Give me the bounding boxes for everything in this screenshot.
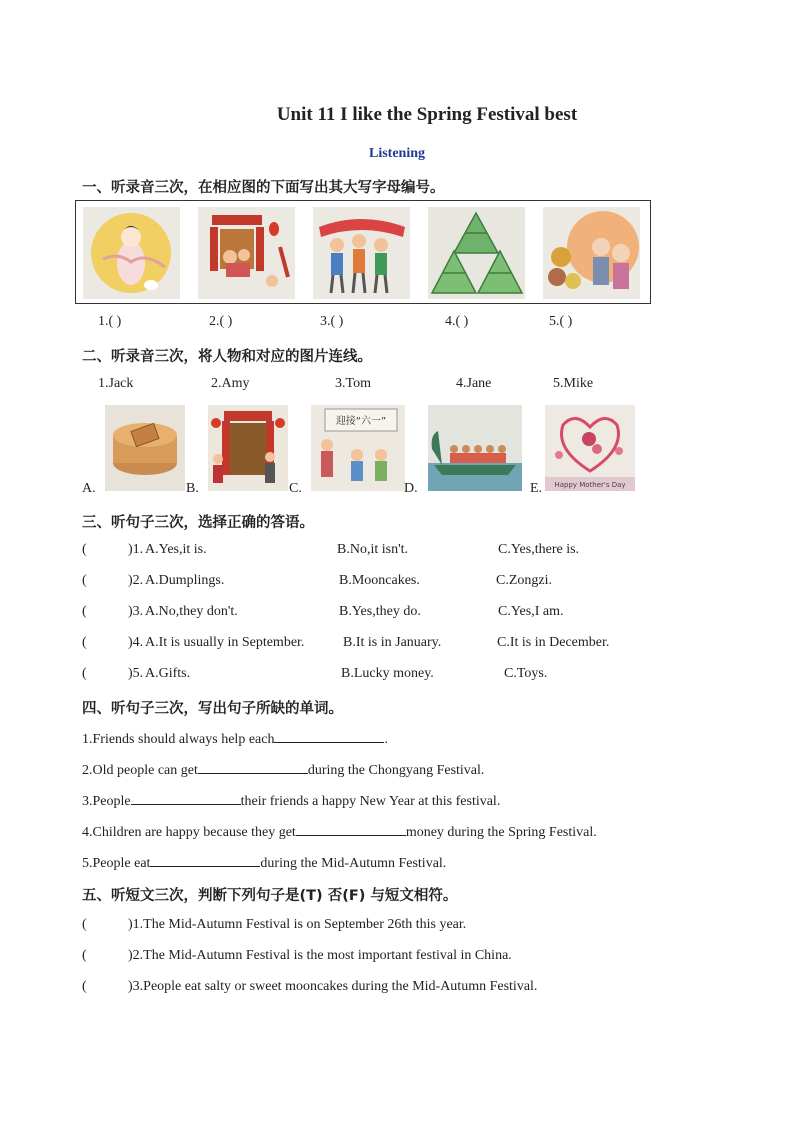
- statement-1: )1.The Mid-Autumn Festival is on September 26th this year.: [128, 917, 467, 932]
- answer-paren[interactable]: (: [82, 635, 87, 650]
- answer-paren[interactable]: (: [82, 573, 87, 588]
- question-number: )4.: [128, 635, 144, 650]
- option-letter-a: A.: [82, 481, 96, 496]
- answer-blank[interactable]: [150, 854, 260, 867]
- option-b: B.Yes,they do.: [339, 604, 421, 619]
- elderly-couple-chrysanthemum-icon: [543, 207, 640, 299]
- section1-answer-1[interactable]: 1.( ): [98, 314, 122, 329]
- page-title: Unit 11 I like the Spring Festival best: [276, 104, 578, 125]
- section4-heading: 四、听句子三次，写出句子所缺的单词。: [82, 701, 343, 717]
- section5-heading: 五、听短文三次，判断下列句子是(T) 否(F) 与短文相符。: [82, 888, 458, 904]
- option-letter-e: E.: [530, 481, 543, 496]
- fill-in-line-5: [82, 854, 446, 872]
- option-b: B.Mooncakes.: [339, 573, 420, 588]
- sentence-start: 2.Old people can get: [82, 763, 198, 778]
- answer-paren[interactable]: (: [82, 542, 87, 557]
- sentence-start: 5.People eat: [82, 856, 151, 871]
- answer-blank[interactable]: [198, 761, 308, 774]
- section1-answer-3[interactable]: 3.( ): [320, 314, 344, 329]
- moon-lady-icon: [83, 207, 180, 299]
- option-letter-d: D.: [404, 481, 418, 496]
- name-amy: 2.Amy: [211, 376, 250, 391]
- fill-in-line-4: [82, 823, 597, 841]
- page-subtitle: Listening: [368, 146, 425, 161]
- spring-festival-door-icon: [198, 207, 295, 299]
- sign-text: 迎接“六一”: [335, 416, 387, 427]
- sentence-end: their friends a happy New Year at this festival.: [240, 794, 501, 809]
- childrens-day-sign-icon[interactable]: [311, 405, 405, 491]
- question-number: )1.: [128, 542, 144, 557]
- childrens-day-kids-icon: [313, 207, 410, 299]
- option-a: A.Yes,it is.: [145, 542, 207, 557]
- sentence-start: 1.Friends should always help each: [82, 732, 275, 747]
- name-jane: 4.Jane: [456, 376, 492, 391]
- dragon-boat-icon[interactable]: [428, 405, 522, 491]
- fill-in-line-1: [82, 730, 388, 748]
- answer-paren[interactable]: (: [82, 604, 87, 619]
- mothers-day-heart-icon[interactable]: [545, 405, 635, 491]
- answer-paren[interactable]: (: [82, 948, 87, 963]
- answer-paren[interactable]: (: [82, 666, 87, 681]
- name-mike: 5.Mike: [553, 376, 594, 391]
- zongzi-icon: [428, 207, 525, 299]
- section1-heading: 一、听录音三次，在相应图的下面写出其大写字母编号。: [82, 180, 445, 196]
- spring-door-icon[interactable]: [208, 405, 288, 491]
- mooncake-icon[interactable]: [105, 405, 185, 491]
- question-number: )3.: [128, 604, 144, 619]
- section1-picture-strip: [75, 200, 651, 304]
- section3-heading: 三、听句子三次，选择正确的答语。: [82, 515, 314, 531]
- option-b: B.No,it isn't.: [337, 542, 408, 557]
- option-a: A.Gifts.: [145, 666, 191, 681]
- sentence-start: 3.People: [82, 794, 131, 809]
- sentence-end: .: [384, 732, 388, 747]
- question-number: )5.: [128, 666, 144, 681]
- option-c: C.Toys.: [504, 666, 548, 681]
- option-a: A.It is usually in September.: [145, 635, 305, 650]
- option-a: A.No,they don't.: [145, 604, 238, 619]
- card-text: Happy Mother's Day: [554, 481, 626, 489]
- answer-blank[interactable]: [296, 823, 406, 836]
- option-letter-c: C.: [289, 481, 302, 496]
- sentence-start: 4.Children are happy because they get: [82, 825, 296, 840]
- statement-2: )2.The Mid-Autumn Festival is the most important festival in China.: [128, 948, 512, 963]
- option-c: C.Zongzi.: [496, 573, 552, 588]
- section1-answer-2[interactable]: 2.( ): [209, 314, 233, 329]
- statement-3: )3.People eat salty or sweet mooncakes during the Mid-Autumn Festival.: [128, 979, 538, 994]
- option-b: B.It is in January.: [343, 635, 442, 650]
- answer-paren[interactable]: (: [82, 979, 87, 994]
- option-c: C.Yes,I am.: [498, 604, 564, 619]
- name-tom: 3.Tom: [335, 376, 371, 391]
- question-number: )2.: [128, 573, 144, 588]
- section1-answer-5[interactable]: 5.( ): [549, 314, 573, 329]
- option-c: C.It is in December.: [497, 635, 610, 650]
- answer-paren[interactable]: (: [82, 917, 87, 932]
- fill-in-line-2: [82, 761, 484, 779]
- sentence-end: money during the Spring Festival.: [405, 825, 597, 840]
- name-jack: 1.Jack: [98, 376, 134, 391]
- option-b: B.Lucky money.: [341, 666, 434, 681]
- section1-answer-4[interactable]: 4.( ): [445, 314, 469, 329]
- option-letter-b: B.: [186, 481, 199, 496]
- sentence-end: during the Chongyang Festival.: [307, 763, 485, 778]
- fill-in-line-3: [82, 792, 500, 810]
- section2-heading: 二、听录音三次，将人物和对应的图片连线。: [82, 349, 372, 365]
- answer-blank[interactable]: [274, 730, 384, 743]
- option-c: C.Yes,there is.: [498, 542, 580, 557]
- sentence-end: during the Mid-Autumn Festival.: [260, 856, 447, 871]
- option-a: A.Dumplings.: [145, 573, 225, 588]
- answer-blank[interactable]: [131, 792, 241, 805]
